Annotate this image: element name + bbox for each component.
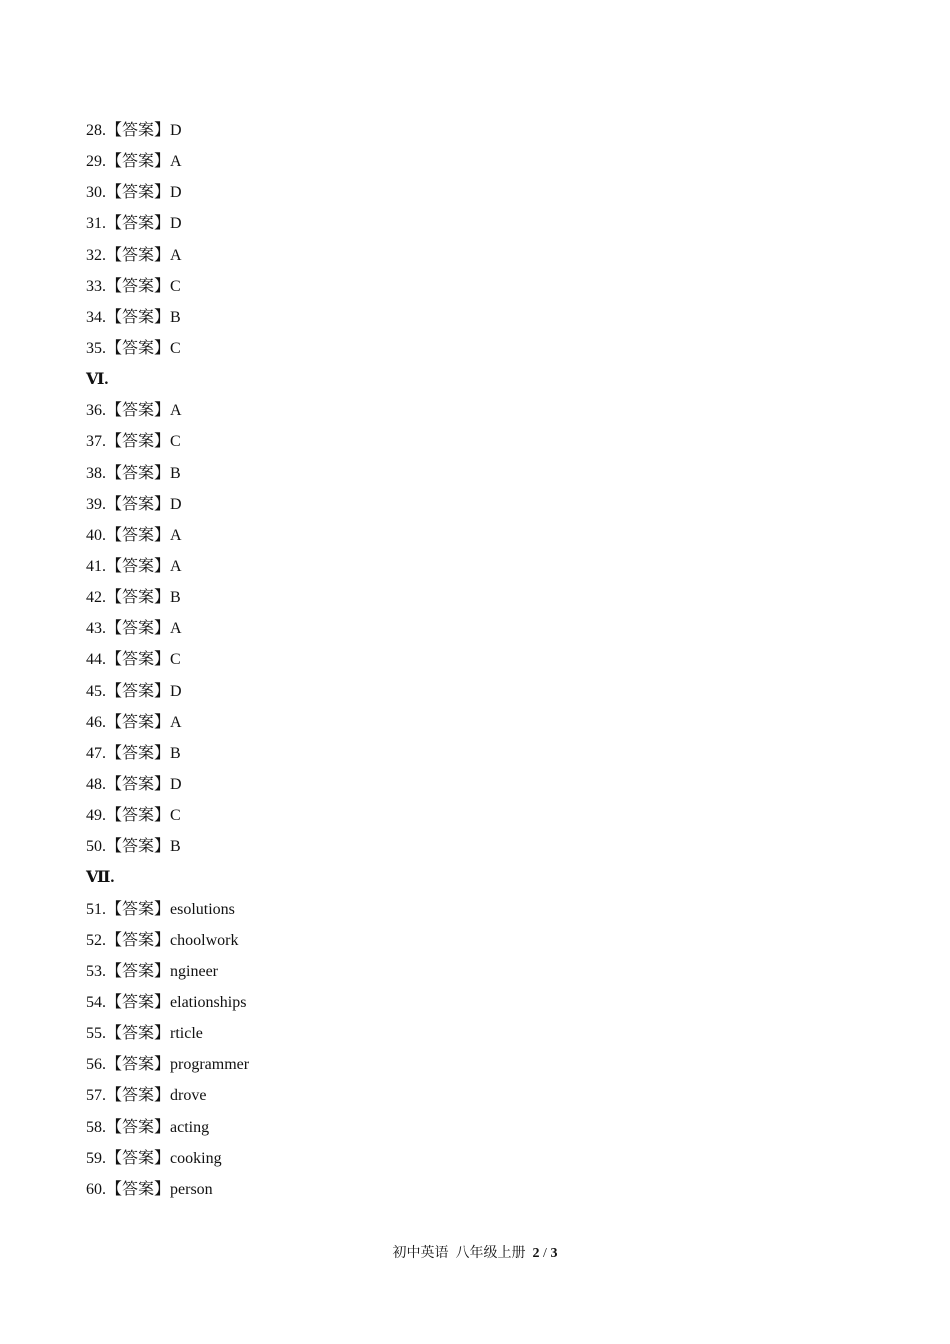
question-number: 46. [86, 713, 106, 731]
section-label: Ⅶ. [86, 869, 115, 887]
answer-value: C [170, 339, 181, 357]
section-label: Ⅵ. [86, 371, 109, 389]
question-number: 38. [86, 464, 106, 482]
answer-item [86, 616, 249, 647]
answer-item [86, 772, 249, 803]
answer-tag: 【答案】 [106, 807, 171, 825]
question-number: 28. [86, 122, 106, 139]
answer-value: C [170, 807, 181, 825]
answer-tag: 【答案】 [106, 184, 171, 202]
answer-value: C [170, 433, 181, 451]
answer-tag: 【答案】 [106, 682, 171, 700]
answer-value: B [170, 464, 181, 482]
answer-item [86, 523, 249, 554]
question-number: 39. [86, 495, 106, 513]
question-number: 59. [86, 1149, 106, 1167]
answer-value: C [170, 651, 181, 669]
answer-value: A [170, 526, 182, 544]
question-number: 52. [86, 931, 106, 949]
answer-tag: 【答案】 [106, 775, 171, 793]
answer-item [86, 1052, 249, 1083]
answer-value: A [170, 153, 182, 171]
answer-value: A [170, 713, 182, 731]
answer-tag: 【答案】 [106, 1087, 171, 1105]
answer-value: person [170, 1180, 213, 1198]
answer-value: programmer [170, 1056, 250, 1074]
answer-item [86, 149, 249, 180]
answer-item [86, 897, 249, 928]
answer-tag: 【答案】 [106, 838, 171, 856]
answer-value: A [170, 402, 182, 420]
question-number: 49. [86, 807, 106, 825]
answer-value: A [170, 246, 182, 264]
question-number: 60. [86, 1180, 106, 1198]
answer-tag: 【答案】 [106, 495, 171, 513]
answer-item [86, 679, 249, 710]
question-number: 40. [86, 526, 106, 544]
question-number: 33. [86, 277, 106, 295]
answer-tag: 【答案】 [106, 153, 171, 171]
answer-value: B [170, 589, 181, 607]
answer-value: ngineer [170, 962, 218, 980]
answer-item [86, 1083, 249, 1114]
answer-tag: 【答案】 [106, 589, 171, 607]
answer-tag: 【答案】 [106, 308, 171, 326]
answer-item [86, 492, 249, 523]
answer-value: D [170, 184, 182, 202]
answer-tag: 【答案】 [106, 339, 171, 357]
answer-value: cooking [170, 1149, 222, 1167]
answer-tag: 【答案】 [106, 931, 171, 949]
answer-item [86, 834, 249, 865]
question-number: 29. [86, 153, 106, 171]
answer-tag: 【答案】 [106, 433, 171, 451]
answer-item [86, 803, 249, 834]
answer-value: acting [170, 1118, 210, 1136]
question-number: 47. [86, 744, 106, 762]
answer-tag: 【答案】 [106, 962, 171, 980]
answer-value: D [170, 682, 182, 700]
answer-tag: 【答案】 [106, 246, 171, 264]
question-number: 55. [86, 1025, 106, 1043]
answer-item [86, 990, 249, 1021]
answer-tag: 【答案】 [106, 1180, 171, 1198]
answer-item [86, 461, 249, 492]
page-footer [0, 1243, 950, 1265]
page-number-separator: / [539, 1246, 551, 1261]
answer-item [86, 1177, 249, 1208]
answer-tag: 【答案】 [106, 526, 171, 544]
question-number: 51. [86, 900, 106, 918]
answer-item [86, 336, 249, 367]
question-number: 41. [86, 557, 106, 575]
answer-item [86, 1146, 249, 1177]
answer-item [86, 710, 249, 741]
question-number: 45. [86, 682, 106, 700]
question-number: 32. [86, 246, 106, 264]
answer-value: A [170, 620, 182, 638]
answer-tag: 【答案】 [106, 464, 171, 482]
answer-tag: 【答案】 [106, 1118, 171, 1136]
answer-item [86, 585, 249, 616]
answer-item [86, 429, 249, 460]
answer-tag: 【答案】 [106, 122, 171, 139]
answer-tag: 【答案】 [106, 557, 171, 575]
footer-subject: 初中英语 [392, 1246, 449, 1261]
answer-tag: 【答案】 [106, 1056, 171, 1074]
answer-item [86, 1021, 249, 1052]
question-number: 48. [86, 775, 106, 793]
question-number: 44. [86, 651, 106, 669]
section-heading [86, 367, 249, 398]
answer-value: elationships [170, 993, 247, 1011]
answer-tag: 【答案】 [106, 402, 171, 420]
answer-item [86, 928, 249, 959]
answer-value: D [170, 495, 182, 513]
answer-value: C [170, 277, 181, 295]
question-number: 42. [86, 589, 106, 607]
question-number: 50. [86, 838, 106, 856]
answer-value: B [170, 744, 181, 762]
answer-tag: 【答案】 [106, 900, 171, 918]
answer-item [86, 118, 249, 149]
question-number: 58. [86, 1118, 106, 1136]
question-number: 35. [86, 339, 106, 357]
answer-item [86, 180, 249, 211]
answer-value: D [170, 122, 182, 139]
question-number: 54. [86, 993, 106, 1011]
answer-tag: 【答案】 [106, 1149, 171, 1167]
answer-tag: 【答案】 [106, 1025, 171, 1043]
answer-item [86, 211, 249, 242]
answer-tag: 【答案】 [106, 744, 171, 762]
answer-tag: 【答案】 [106, 713, 171, 731]
question-number: 53. [86, 962, 106, 980]
answer-value: B [170, 838, 181, 856]
answer-item [86, 274, 249, 305]
question-number: 57. [86, 1087, 106, 1105]
answer-tag: 【答案】 [106, 993, 171, 1011]
answer-value: choolwork [170, 931, 239, 949]
answer-item [86, 243, 249, 274]
question-number: 36. [86, 402, 106, 420]
question-number: 34. [86, 308, 106, 326]
answer-item [86, 1115, 249, 1146]
answer-item [86, 554, 249, 585]
answer-item [86, 741, 249, 772]
answer-value: drove [170, 1087, 207, 1105]
page-number-total: 3 [550, 1246, 558, 1261]
answer-item [86, 959, 249, 990]
question-number: 37. [86, 433, 106, 451]
answer-tag: 【答案】 [106, 277, 171, 295]
section-heading [86, 865, 249, 896]
answer-tag: 【答案】 [106, 651, 171, 669]
question-number: 56. [86, 1056, 106, 1074]
answer-value: B [170, 308, 181, 326]
answer-tag: 【答案】 [106, 620, 171, 638]
answer-value: A [170, 557, 182, 575]
page-number-current: 2 [532, 1246, 540, 1261]
answer-tag: 【答案】 [106, 215, 171, 233]
answer-value: D [170, 775, 182, 793]
question-number: 31. [86, 215, 106, 233]
footer-grade: 八年级上册 [455, 1246, 526, 1261]
question-number: 43. [86, 620, 106, 638]
question-number: 30. [86, 184, 106, 202]
answer-item [86, 305, 249, 336]
answer-list [86, 118, 249, 1208]
answer-value: D [170, 215, 182, 233]
answer-item [86, 398, 249, 429]
answer-value: esolutions [170, 900, 235, 918]
answer-value: rticle [170, 1025, 203, 1043]
answer-item [86, 647, 249, 678]
